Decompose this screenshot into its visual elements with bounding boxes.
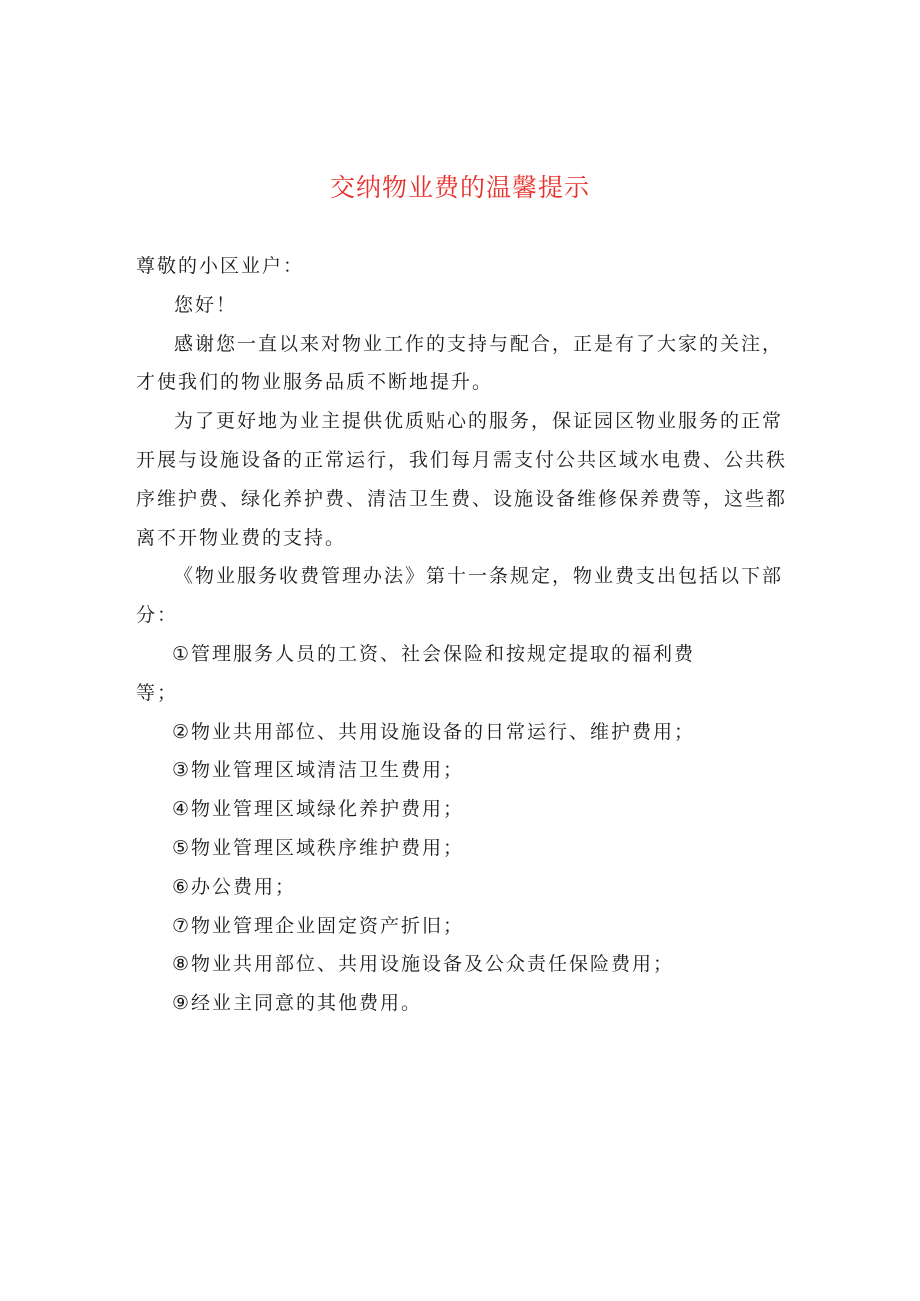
list-item: ⑧物业共用部位、共用设施设备及公众责任保险费用； <box>172 953 675 976</box>
list-item: ①管理服务人员的工资、社会保险和按规定提取的福利费等； <box>136 642 696 704</box>
list-item: ④物业管理区域绿化养护费用； <box>172 798 465 821</box>
document-title: 交纳物业费的温馨提示 <box>329 173 590 202</box>
list-item: ⑦物业管理企业固定资产折旧； <box>172 914 465 937</box>
list-item: ⑥办公费用； <box>172 875 297 898</box>
salutation: 尊敬的小区业户： <box>136 255 305 277</box>
document-body <box>136 247 796 1023</box>
list-item: ⑨经业主同意的其他费用。 <box>172 992 423 1015</box>
paragraph-thanks: 感谢您一直以来对物业工作的支持与配合，正是有了大家的关注，才使我们的物业服务品质不断地提升。 <box>136 332 784 394</box>
list-item: ⑤物业管理区域秩序维护费用； <box>172 836 465 859</box>
paragraph-regulation: 《物业服务收费管理办法》第十一条规定，物业费支出包括以下部分： <box>136 565 784 627</box>
list-item: ②物业共用部位、共用设施设备的日常运行、维护费用； <box>172 720 696 743</box>
list-item: ③物业管理区域清洁卫生费用； <box>172 759 465 782</box>
greeting: 您好！ <box>174 293 238 316</box>
paragraph-expenses: 为了更好地为业主提供优质贴心的服务，保证园区物业服务的正常开展与设施设备的正常运行，我们每月需支付公共区域水电费、公共秩序维护费、绿化养护费、清洁卫生费、设施设备维修保养费等，这些都离不开物业费的支持。 <box>136 410 788 549</box>
